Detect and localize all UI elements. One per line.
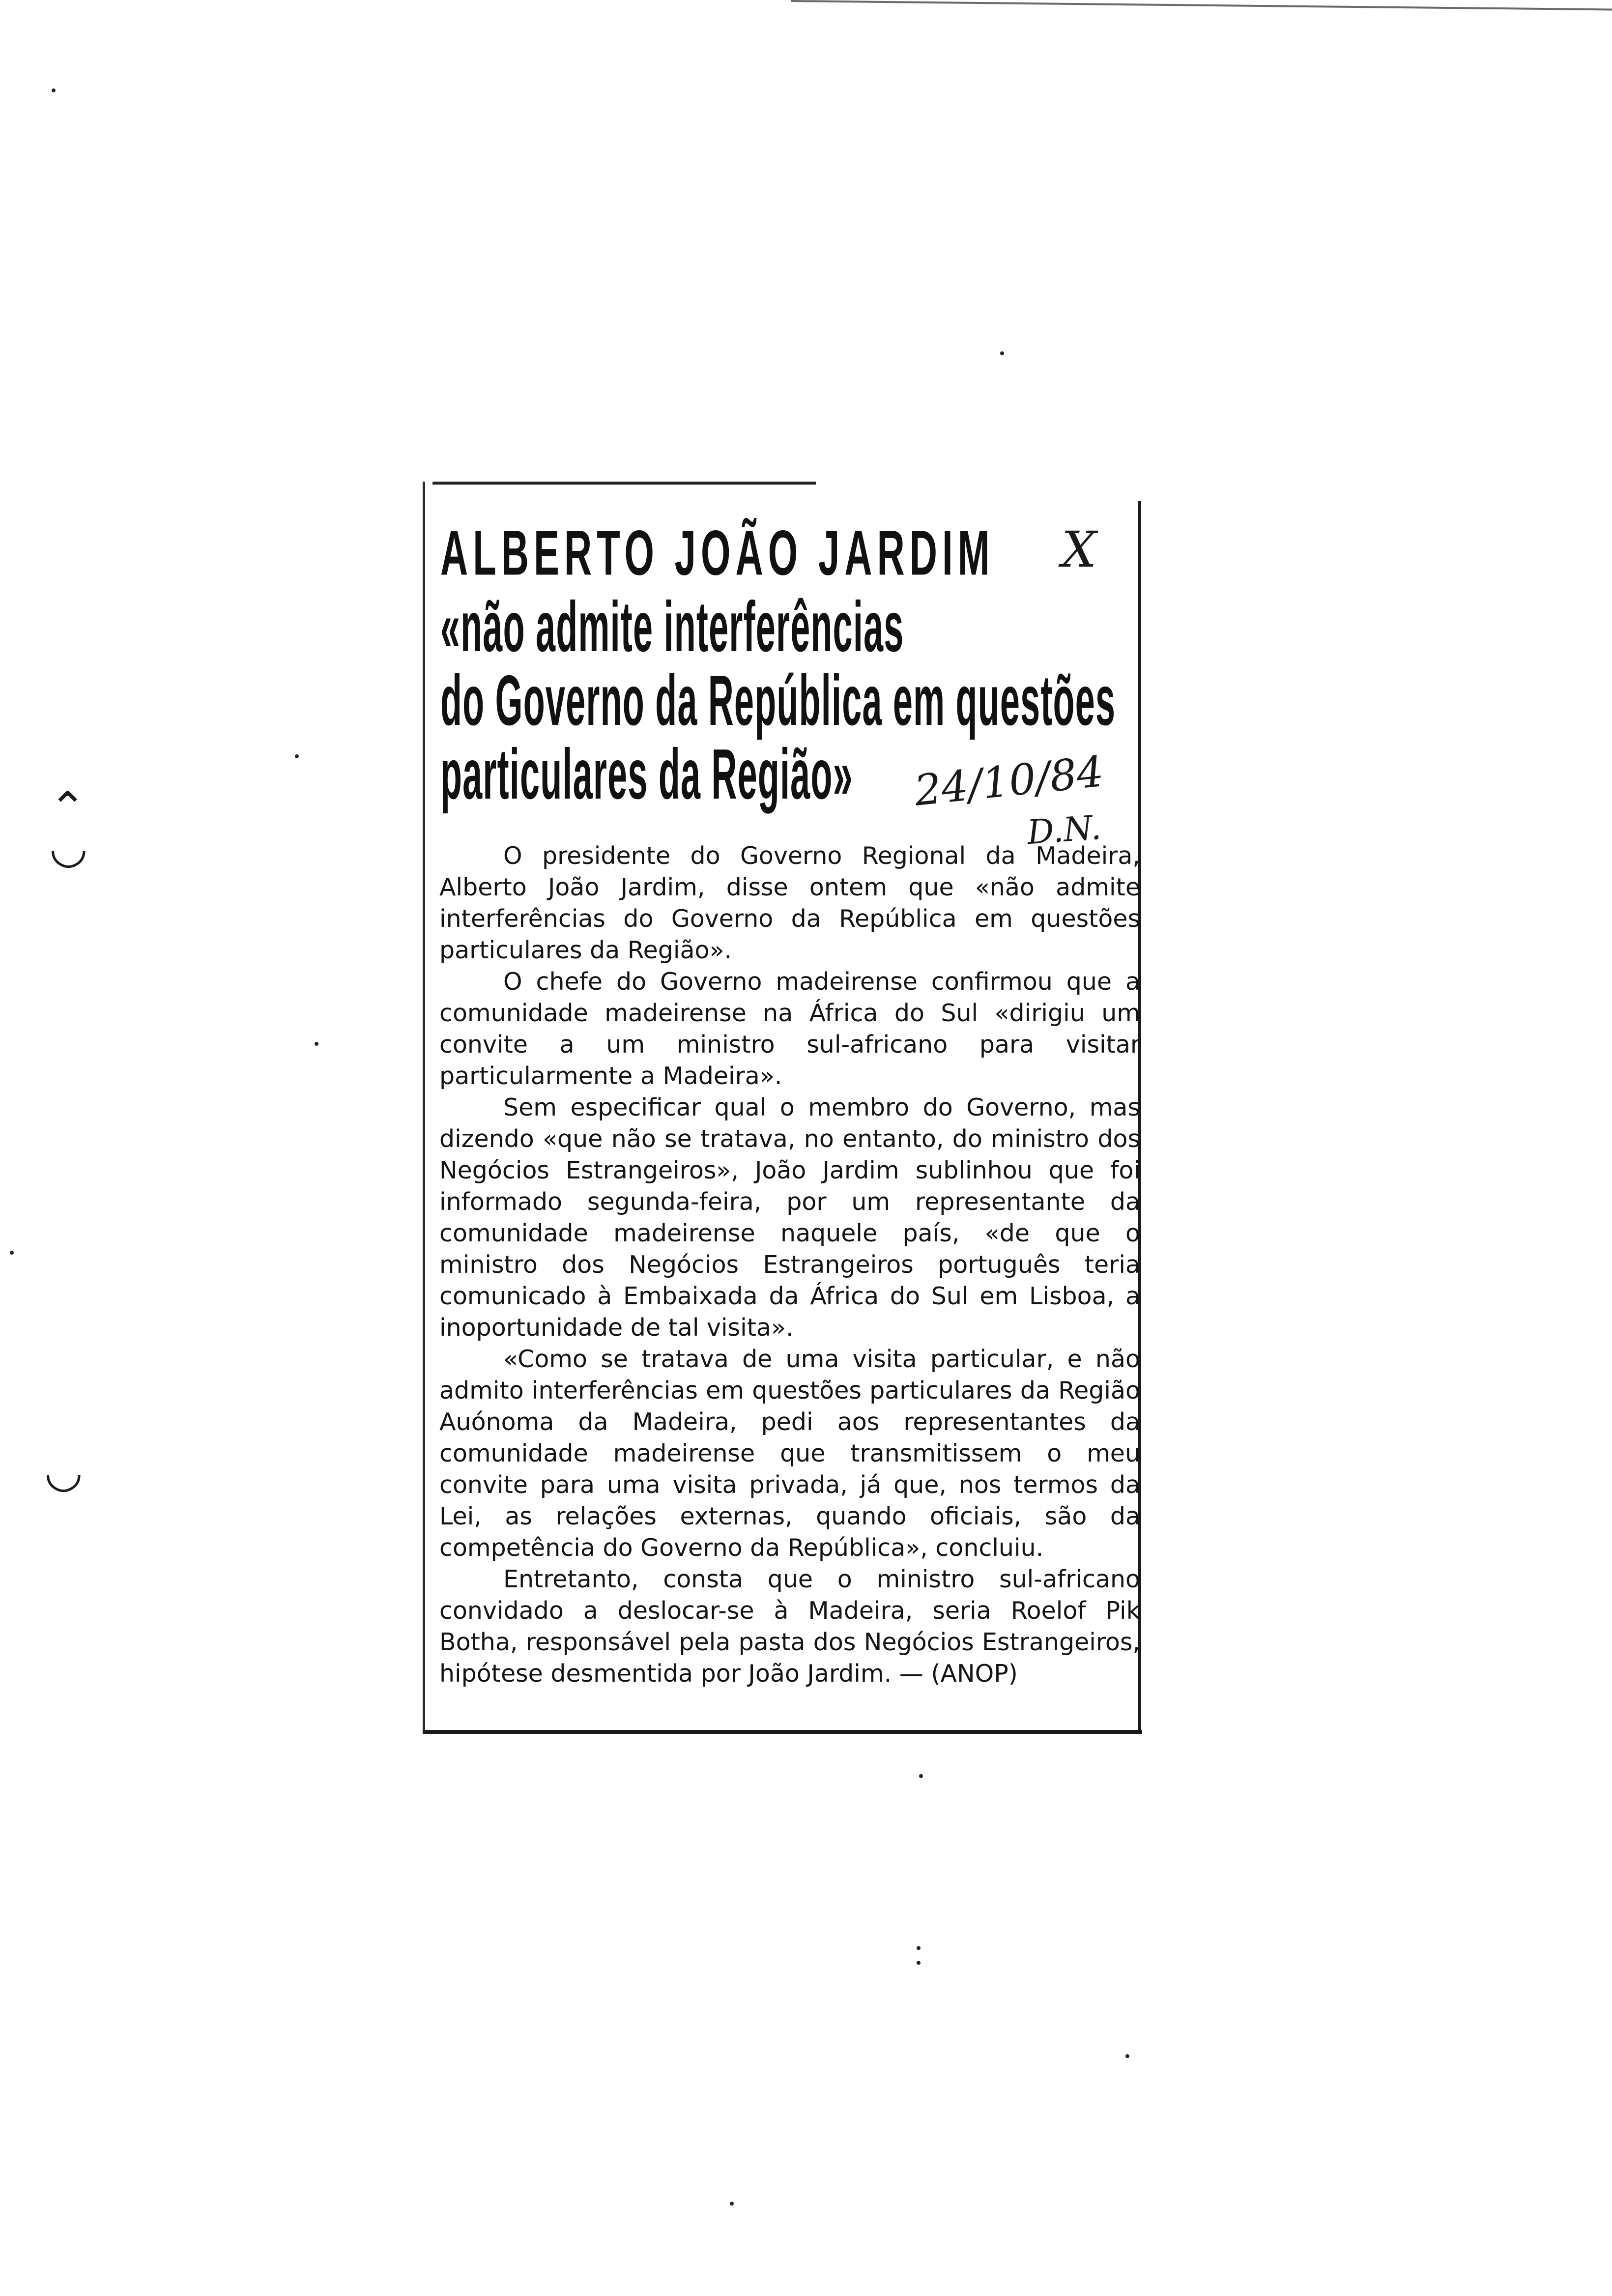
- clipping-left-border: [423, 482, 425, 1730]
- headline-line-3: do Governo da República em questões: [440, 660, 1116, 741]
- headline-line-1: ALBERTO JOÃO JARDIM: [440, 517, 995, 588]
- scan-speck: [1000, 351, 1004, 355]
- article-paragraph: O presidente do Governo Regional da Madeira, Alberto João Jardim, disse ontem que «não admite interferências do Governo da República em questões particulares da Região».: [439, 842, 1140, 964]
- newspaper-clipping: [423, 482, 1160, 1740]
- scan-speck: [52, 88, 56, 92]
- scan-speck: [917, 1946, 921, 1950]
- handwritten-source: D.N.: [1026, 808, 1103, 853]
- scan-speck: [295, 754, 299, 758]
- margin-mark-mid: ◡: [49, 822, 88, 873]
- scan-speck: [919, 1774, 923, 1778]
- clipping-bottom-rule: [423, 1730, 1142, 1734]
- handwritten-mark: X: [1062, 521, 1097, 578]
- article-paragraph: Entretanto, consta que o ministro sul-africano convidado a deslocar-se à Madeira, seria Roelof Pik Botha, responsável pela pasta dos Negócios Estrangeiros, hipótese desmentida por João Jardim. — (ANOP): [439, 1565, 1140, 1688]
- scan-speck: [10, 1251, 14, 1255]
- headline-line-4: particulares da Região»: [440, 734, 853, 814]
- margin-mark-bottom: ◡: [44, 1446, 83, 1497]
- article-body: [439, 840, 1140, 1690]
- scan-speck: [730, 2202, 734, 2206]
- scan-speck: [315, 1042, 318, 1046]
- scan-edge-line: [791, 0, 1612, 27]
- article-paragraph: «Como se tratava de uma visita particular, e não admito interferências em questões particulares da Região Auónoma da Madeira, pedi aos representantes da comunidade madeirense que transmitissem o meu convite para uma visita privada, já que, nos termos da Lei, as relações externas, quando oficiais, são da competência do Governo da República», concluiu.: [439, 1345, 1140, 1562]
- article-paragraph: Sem especificar qual o membro do Governo, mas dizendo «que não se tratava, no entanto, do ministro dos Negócios Estrangeiros», João Jardim sublinhou que foi informado segunda-feira, por um representante da comunidade madeirense naquele país, «de que o ministro dos Negócios Estrangeiros português teria comunicado à Embaixada da África do Sul em Lisboa, a inoportunidade de tal visita».: [439, 1093, 1140, 1342]
- scan-speck: [917, 1961, 921, 1965]
- handwritten-date: 24/10/84: [912, 747, 1106, 816]
- scan-speck: [1125, 2054, 1129, 2058]
- article-paragraph: O chefe do Governo madeirense confirmou que a comunidade madeirense na África do Sul «dirigiu um convite a um ministro sul-africano para visitar particularmente a Madeira».: [439, 968, 1140, 1090]
- clipping-top-rule: [432, 482, 816, 485]
- headline-line-2: «não admite interferências: [440, 586, 904, 667]
- margin-mark-top: ⌃: [49, 782, 86, 834]
